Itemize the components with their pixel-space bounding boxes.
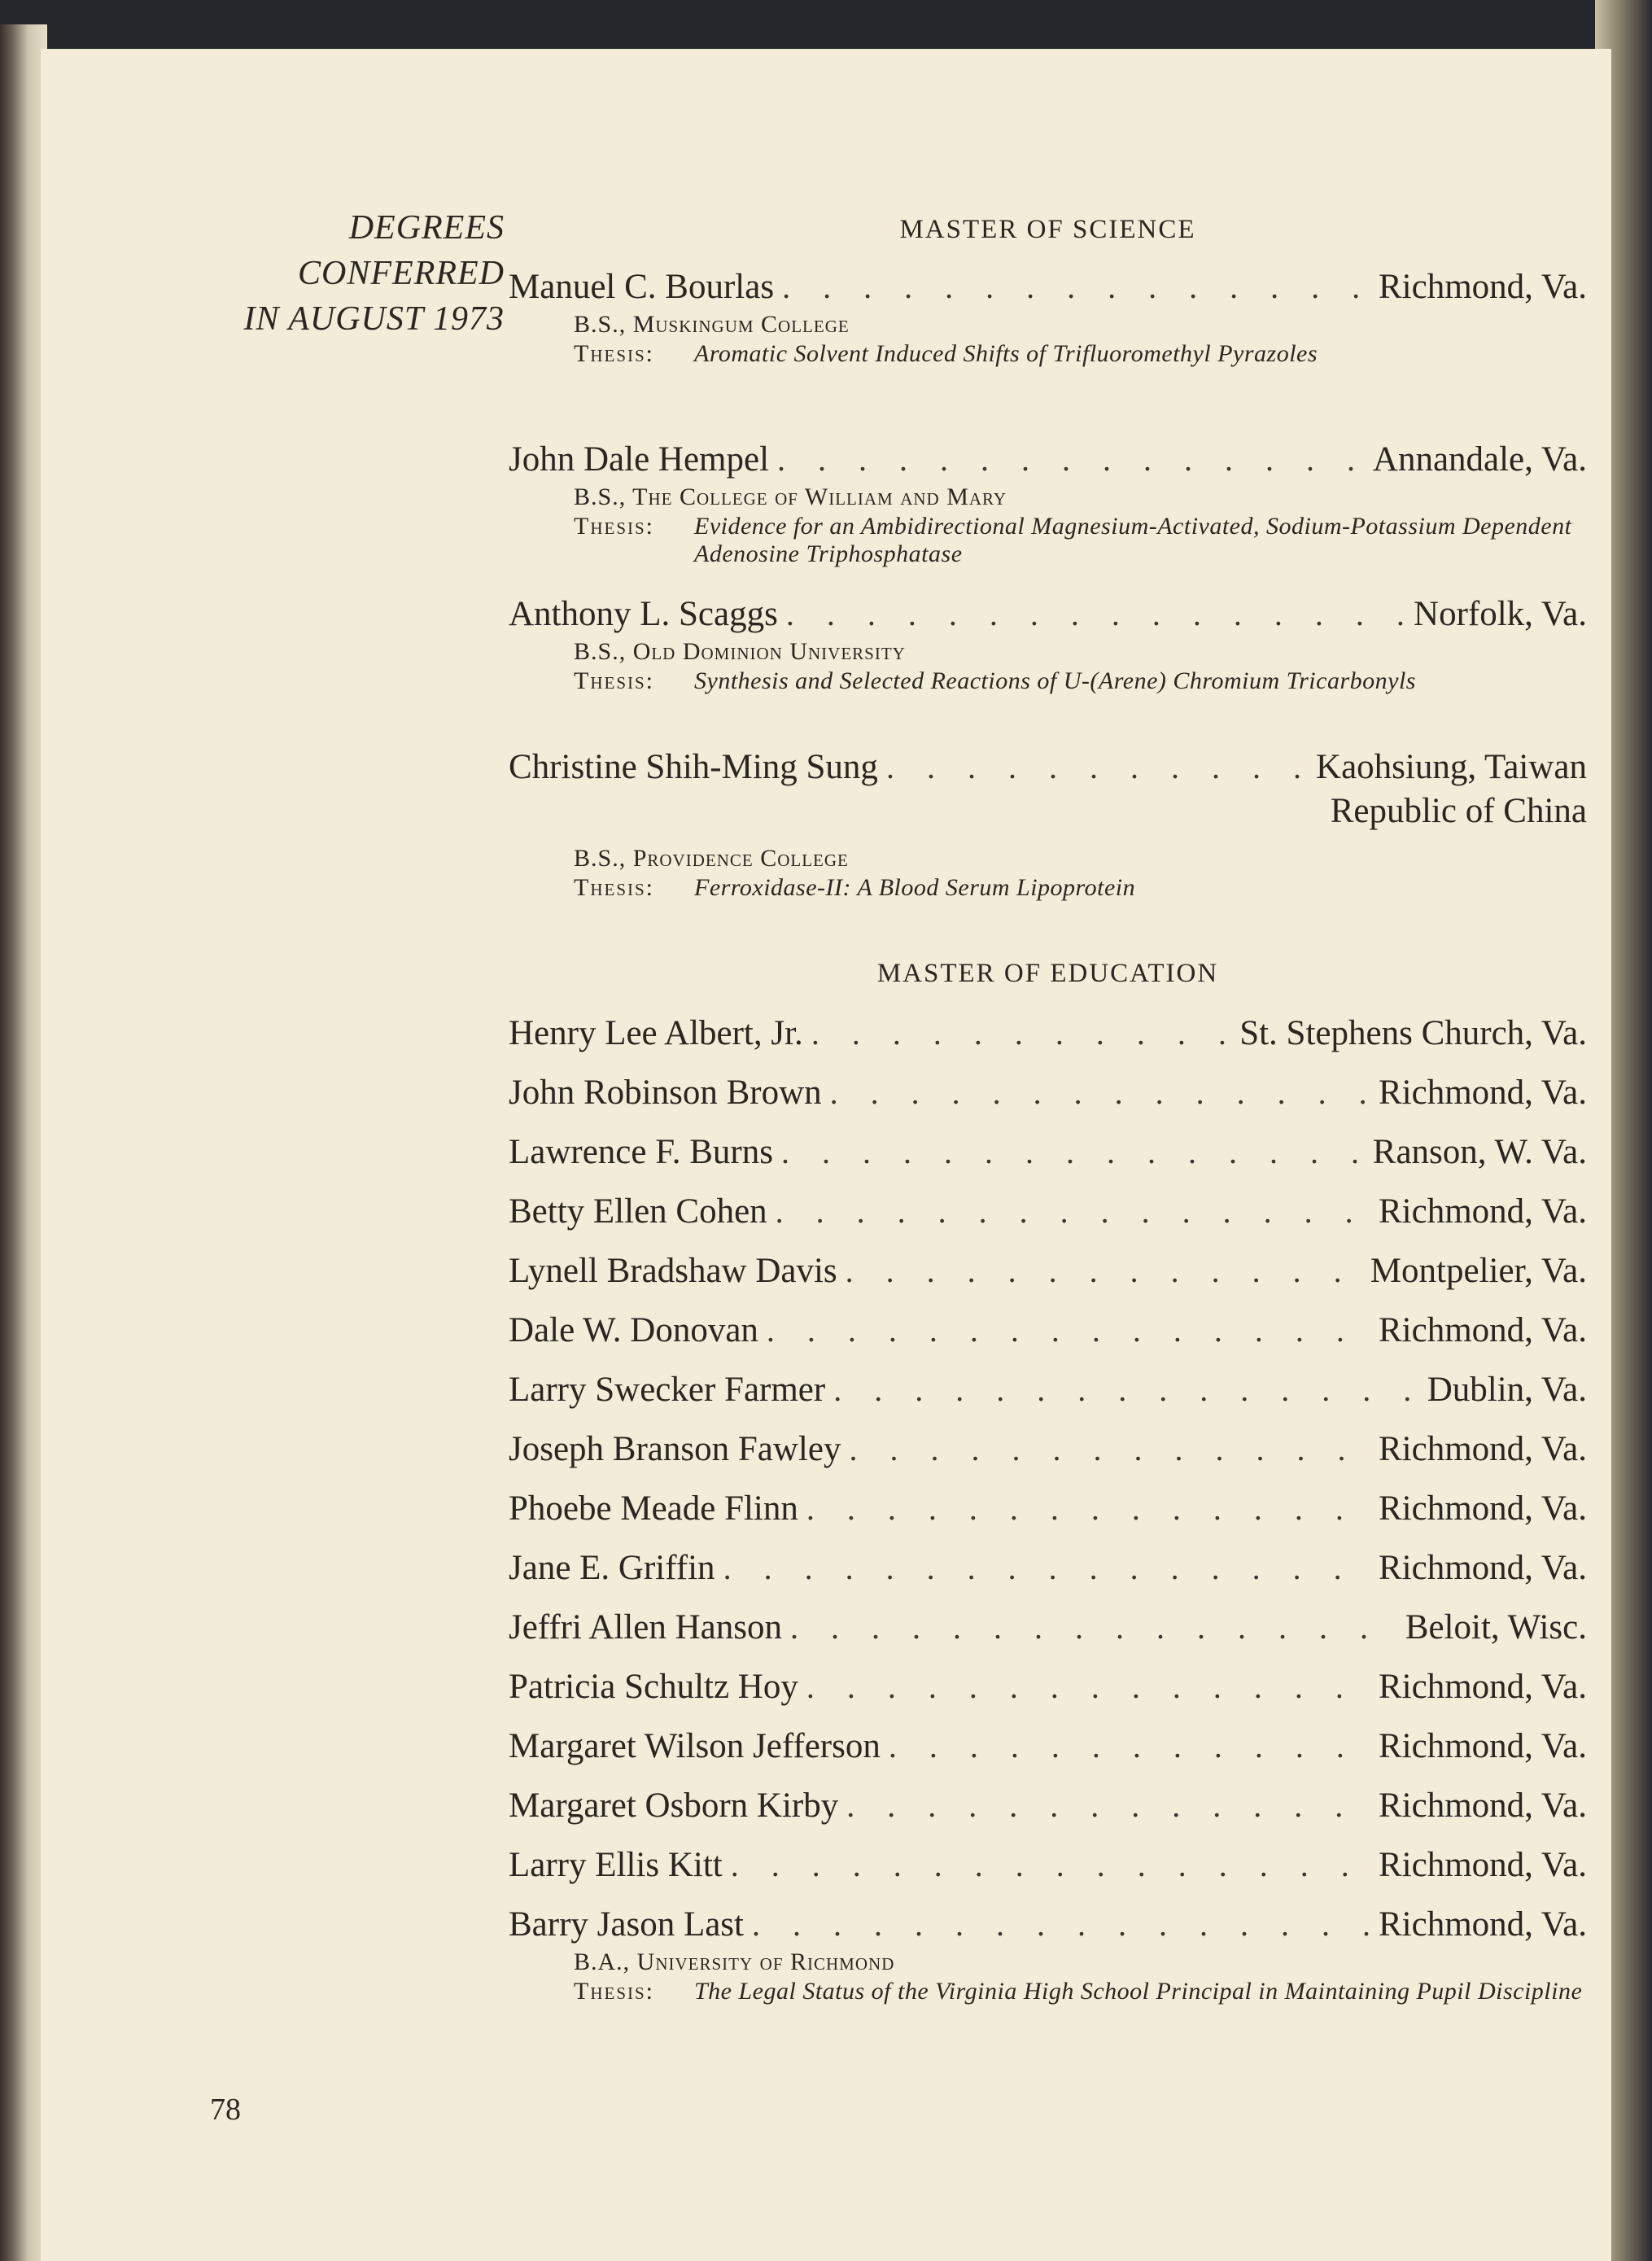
graduate-hometown: Norfolk, Va. (1414, 595, 1587, 633)
dot-leader (723, 1546, 1372, 1590)
entry-line (509, 1903, 1587, 1947)
page-number: 78 (210, 2093, 241, 2127)
graduate-entry (509, 1843, 1587, 1887)
thesis-label: Thesis: (574, 1978, 655, 2005)
thesis-row (574, 1978, 1587, 2005)
side-heading-line: IN AUGUST 1973 (243, 300, 505, 338)
entry-line (509, 746, 1587, 789)
thesis-title: Synthesis and Selected Reactions of U-(Arene) Chromium Tricarbonyls (694, 667, 1416, 694)
graduate-name: Larry Swecker Farmer (509, 1371, 826, 1409)
graduate-entry (509, 1487, 1587, 1531)
graduate-hometown: Richmond, Va. (1378, 1489, 1587, 1528)
side-heading-line: CONFERRED (298, 255, 505, 292)
thesis-label: Thesis: (574, 667, 655, 694)
prior-degree: B.S., Old Dominion University (574, 638, 906, 665)
graduate-name: Joseph Branson Fawley (509, 1430, 841, 1468)
prior-degree: B.S., Providence College (574, 845, 849, 872)
entry-line (509, 1071, 1587, 1115)
graduate-hometown: Richmond, Va. (1378, 1549, 1587, 1587)
dot-leader (830, 1071, 1372, 1115)
entry-line (509, 1190, 1587, 1234)
graduate-entry (509, 1012, 1587, 1056)
thesis-label: Thesis: (574, 874, 655, 901)
graduate-hometown: Richmond, Va. (1378, 1786, 1587, 1825)
graduate-entry (509, 593, 1587, 695)
scan-edge-top (0, 0, 1652, 50)
graduate-entry (509, 1368, 1587, 1412)
dot-leader (767, 1309, 1372, 1353)
graduate-entry (509, 265, 1587, 368)
graduate-entry (509, 746, 1587, 902)
graduate-entry (509, 1546, 1587, 1590)
prior-degree: B.S., Muskingum College (574, 311, 850, 338)
entry-line (509, 1309, 1587, 1353)
dot-leader (806, 1487, 1372, 1531)
thesis-title: Evidence for an Ambidirectional Magnesium-Activated, Sodium-Potassium Dependent Adenosine Triphosphatase (694, 513, 1572, 567)
entry-line (509, 1546, 1587, 1590)
graduate-entry (509, 1903, 1587, 2005)
graduate-name: Dale W. Donovan (509, 1311, 758, 1349)
graduate-hometown: Dublin, Va. (1427, 1371, 1587, 1409)
graduate-hometown: Richmond, Va. (1378, 1727, 1587, 1765)
dot-leader (811, 1012, 1233, 1056)
graduate-entry (509, 1249, 1587, 1293)
entry-line (509, 1784, 1587, 1828)
entry-line (509, 438, 1587, 482)
dot-leader (790, 1606, 1399, 1650)
graduate-hometown-line-2: Republic of China (1330, 792, 1587, 830)
thesis-title: Aromatic Solvent Induced Shifts of Trifluoromethyl Pyrazoles (694, 340, 1318, 367)
dot-leader (782, 265, 1372, 309)
entry-line (509, 1665, 1587, 1709)
entry-line (509, 1130, 1587, 1174)
graduate-hometown: Richmond, Va. (1378, 1905, 1587, 1944)
thesis-row (574, 667, 1587, 695)
graduate-entry (509, 1606, 1587, 1650)
graduate-hometown: Montpelier, Va. (1370, 1252, 1587, 1290)
graduate-name: Christine Shih-Ming Sung (509, 748, 878, 786)
thesis-row (574, 340, 1587, 368)
thesis-title: The Legal Status of the Virginia High School Principal in Maintaining Pupil Discipline (694, 1978, 1583, 2005)
graduate-name: Lawrence F. Burns (509, 1133, 773, 1171)
graduate-name: Patricia Schultz Hoy (509, 1668, 798, 1706)
dot-leader (776, 1190, 1372, 1234)
entry-line (509, 593, 1587, 636)
dot-leader (846, 1784, 1372, 1828)
graduate-name: Margaret Osborn Kirby (509, 1786, 839, 1825)
thesis-title: Ferroxidase-II: A Blood Serum Lipoprotein (694, 874, 1136, 901)
graduate-entry (509, 1428, 1587, 1472)
dot-leader (786, 593, 1407, 636)
dot-leader (889, 1725, 1372, 1769)
entry-line (509, 1428, 1587, 1472)
graduate-name: John Dale Hempel (509, 440, 770, 479)
graduate-name: Margaret Wilson Jefferson (509, 1727, 881, 1765)
dot-leader (849, 1428, 1372, 1472)
graduate-hometown: Beloit, Wisc. (1405, 1608, 1587, 1647)
graduate-entry (509, 1665, 1587, 1709)
graduate-entry (509, 1725, 1587, 1769)
graduate-entry (509, 1130, 1587, 1174)
graduate-hometown: Annandale, Va. (1372, 440, 1587, 479)
entry-line (509, 1843, 1587, 1887)
dot-leader (777, 438, 1366, 482)
graduate-name: Anthony L. Scaggs (509, 595, 778, 633)
dot-leader (886, 746, 1309, 789)
graduate-entry (509, 1190, 1587, 1234)
graduate-hometown: Richmond, Va. (1378, 1074, 1587, 1112)
entry-line (509, 1249, 1587, 1293)
dot-leader (806, 1665, 1372, 1709)
entry-line (509, 1368, 1587, 1412)
graduate-name: Lynell Bradshaw Davis (509, 1252, 837, 1290)
entry-line (509, 1012, 1587, 1056)
thesis-label: Thesis: (574, 513, 655, 540)
graduate-name: Henry Lee Albert, Jr. (509, 1014, 803, 1052)
graduate-hometown: Richmond, Va. (1378, 1430, 1587, 1468)
graduate-hometown: Ranson, W. Va. (1372, 1133, 1587, 1171)
graduate-name: Phoebe Meade Flinn (509, 1489, 798, 1528)
dot-leader (833, 1368, 1420, 1412)
graduate-name: Jane E. Griffin (509, 1549, 715, 1587)
graduate-hometown: Kaohsiung, Taiwan (1316, 748, 1587, 786)
entry-line (509, 265, 1587, 309)
graduate-name: Barry Jason Last (509, 1905, 744, 1944)
prior-degree: B.S., The College of William and Mary (574, 483, 1007, 510)
graduate-hometown: Richmond, Va. (1378, 1668, 1587, 1706)
entry-line (509, 1487, 1587, 1531)
graduate-name: Manuel C. Bourlas (509, 268, 775, 306)
graduate-name: Betty Ellen Cohen (509, 1192, 767, 1231)
graduate-entry (509, 1784, 1587, 1828)
entry-line (509, 1606, 1587, 1650)
thesis-label: Thesis: (574, 340, 655, 367)
thesis-row (574, 513, 1587, 568)
graduate-hometown: Richmond, Va. (1378, 1192, 1587, 1231)
graduate-entry (509, 438, 1587, 568)
dot-leader (752, 1903, 1372, 1947)
prior-degree: B.A., University of Richmond (574, 1948, 895, 1975)
graduate-hometown: St. Stephens Church, Va. (1239, 1014, 1587, 1052)
section-title-master-of-science: MASTER OF SCIENCE (899, 215, 1196, 244)
graduate-name: John Robinson Brown (509, 1074, 822, 1112)
dot-leader (731, 1843, 1372, 1887)
graduate-name: Jeffri Allen Hanson (509, 1608, 782, 1647)
graduate-name: Larry Ellis Kitt (509, 1846, 723, 1884)
section-title-master-of-education: MASTER OF EDUCATION (876, 959, 1219, 988)
side-heading (134, 205, 505, 342)
dot-leader (846, 1249, 1364, 1293)
graduate-entry (509, 1071, 1587, 1115)
side-heading-line: DEGREES (348, 209, 505, 247)
graduate-hometown: Richmond, Va. (1378, 1311, 1587, 1349)
graduate-hometown: Richmond, Va. (1378, 1846, 1587, 1884)
thesis-row (574, 874, 1587, 902)
dot-leader (781, 1130, 1366, 1174)
graduate-hometown: Richmond, Va. (1378, 268, 1587, 306)
entry-line (509, 1725, 1587, 1769)
graduate-entry (509, 1309, 1587, 1353)
document-page (41, 49, 1611, 2261)
